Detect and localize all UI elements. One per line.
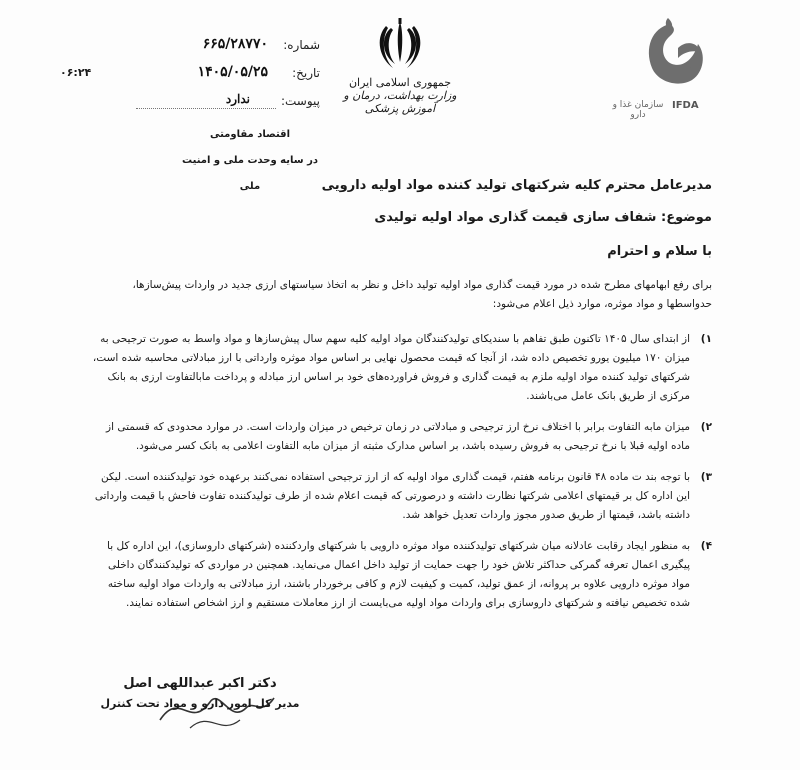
signer-name: دکتر اکبر عبداللهی اصل	[123, 676, 277, 691]
intro-paragraph: برای رفع ابهامهای مطرح شده در مورد قیمت گذاری مواد اولیه تولید داخل و نظر به اتخاذ سیاستهای ارزی جدید در واردات پیش‌سازها، حدواسطها و مواد موثره، موارد ذیل اعلام می‌شود:	[132, 279, 712, 310]
slogan-line-2: در سایه وحدت ملی و امنیت ملی	[182, 155, 318, 192]
recipient-line: مدیرعامل محترم کلیه شرکتهای تولید کننده مواد اولیه دارویی	[321, 178, 712, 193]
subject-line: موضوع: شفاف سازی قیمت گذاری مواد اولیه تولیدی	[374, 210, 712, 225]
date-label: تاریخ:	[292, 66, 320, 80]
item-number: ۱)	[700, 333, 712, 345]
list-item	[88, 418, 712, 456]
greeting-line: با سلام و احترام	[607, 244, 712, 259]
items-list	[88, 330, 712, 625]
item-number: ۴)	[700, 540, 712, 552]
item-text: از ابتدای سال ۱۴۰۵ تاکنون طبق تفاهم با سندیکای تولیدکنندگان مواد اولیه کلیه سهم سال پیش‌سازها و مواد واسط به صورت ترجیحی به میزان ۱۷۰ میلیون یورو تخصیص داده شد، از آنجا که قیمت محصول نهایی بر اساس مواد موثره وارداتی با ارز مبادلاتی محاسبه شده است، شرکتهای تولید کننده مواد اولیه ملزم به قیمت گذاری و فروش فراورده‌های خود بر اساس ارز مبادله و پرداخت مابالتفاوت ارزی به بانک مرکزی از طریق بانک عامل می‌باشند.	[92, 333, 690, 402]
item-number: ۳)	[700, 471, 712, 483]
slogan	[180, 122, 320, 200]
signer-title: مدیر کل امور دارو و مواد تحت کنترل	[100, 697, 300, 710]
item-number: ۲)	[700, 421, 712, 433]
letter-meta	[60, 36, 320, 122]
number-value: ۶۶۵/۲۸۷۷۰	[202, 36, 268, 52]
date-value: ۱۴۰۵/۰۵/۲۵	[197, 64, 268, 80]
ifda-caption: سازمان غذا و دارو	[612, 100, 664, 120]
emblem-line-1: جمهوری اسلامی ایران	[348, 76, 452, 89]
number-row	[70, 38, 320, 66]
list-item	[88, 468, 712, 525]
number-label: شماره:	[283, 38, 320, 52]
date-row	[60, 64, 320, 94]
attachment-value: ندارد	[225, 92, 250, 106]
ifda-logo-icon	[608, 18, 718, 100]
attachment-row	[70, 94, 320, 122]
time-value: ۰۶:۲۴	[60, 66, 92, 79]
ifda-logo	[608, 18, 718, 118]
emblem-line-2: وزارت بهداشت، درمان و آموزش پزشکی	[343, 89, 457, 115]
slogan-line-1: اقتصاد مقاومتی	[209, 129, 291, 140]
item-text: میزان مابه التفاوت برابر با اختلاف نرخ ارز ترجیحی و مبادلاتی در زمان ترخیص در میزان واردات است. در موارد محدودی که قسمتی از ماده اولیه قبلا با نرخ ترجیحی به فروش رسیده باشد، بر اساس مدارک مثبته از میزان مابه التفاوت اعلامی به بانک کسر می‌شود.	[106, 421, 690, 452]
ifda-abbr: IFDA	[672, 100, 699, 111]
signature-block	[100, 676, 300, 710]
item-text: با توجه بند ت ماده ۴۸ قانون برنامه هفتم، قیمت گذاری مواد اولیه که از ارز ترجیحی استفاده نمی‌کنند برعهده خود تولیدکننده است. لیکن این اداره کل بر قیمتهای اعلامی شرکتها نظارت داشته و درصورتی که قیمت اعلام شده از طرف تولیدکننده تفاوت فاحش با قیمت وارداتی داشته باشد، قیمتها از طریق صدور مجوز واردات تعدیل خواهد شد.	[94, 471, 690, 521]
attachment-label: پیوست:	[280, 94, 320, 108]
national-emblem	[340, 18, 460, 115]
list-item	[88, 537, 712, 613]
emblem-icon	[377, 18, 423, 72]
attachment-dotted-line	[136, 108, 276, 109]
item-text: به منظور ایجاد رقابت عادلانه میان شرکتهای تولیدکننده مواد موثره دارویی با شرکتهای واردکننده (شرکتهای داروسازی)، این اداره کل با پیگیری اعمال تعرفه گمرکی حداکثر تلاش خود را جهت حمایت از تولید داخل اعمال می‌نماید. همچنین در مواردی که تولیدکنندگان داخلی مواد موثره دارویی علاوه بر پروانه، از عمق تولید، کمیت و کیفیت لازم و کافی برخوردار باشند، ارز مبادلاتی به واردات مواد اولیه ساخته شده تخصیص نیافته و شرکتهای داروسازی برای واردات مواد اولیه می‌بایست از ارز معاملات مستقیم و ارز اشخاص استفاده نمایند.	[107, 540, 690, 609]
list-item	[88, 330, 712, 406]
